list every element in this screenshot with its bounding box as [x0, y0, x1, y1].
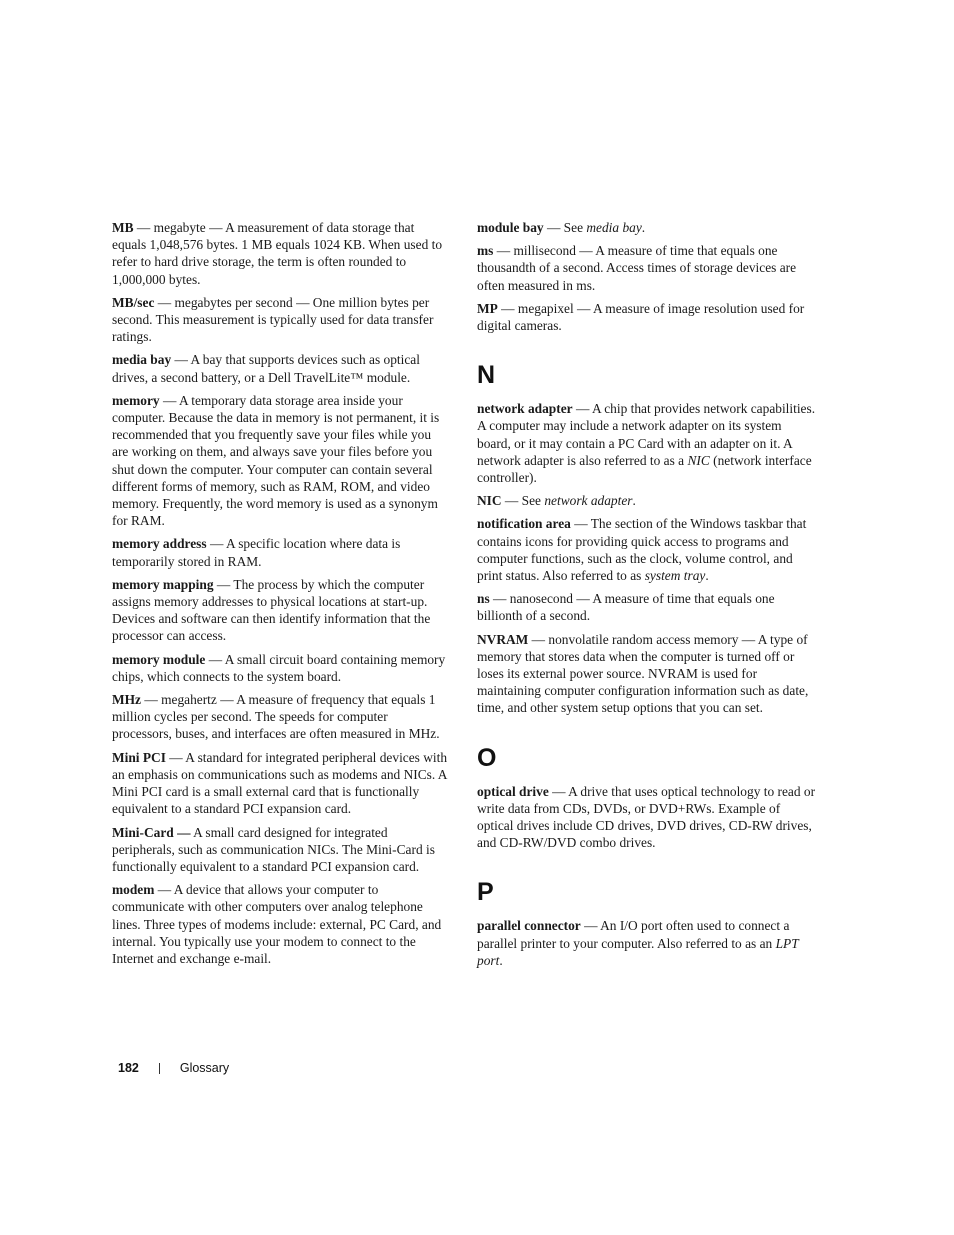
glossary-definition-end: .	[641, 220, 646, 235]
glossary-entry	[477, 590, 817, 624]
glossary-entry	[112, 576, 448, 645]
glossary-definition: — megabytes per second — One million bytes per second. This measurement is typically used for data transfer ratings.	[112, 294, 434, 345]
glossary-definition-end: .	[632, 493, 636, 509]
glossary-cross-reference: system tray	[644, 568, 706, 584]
glossary-term: NVRAM	[477, 631, 529, 647]
glossary-entry	[477, 300, 817, 334]
right-column	[477, 219, 817, 975]
glossary-definition: — The section of the Windows taskbar that contains icons for providing quick access to programs and computer functions, such as the clock, volume control, and print status. Also referred to as	[477, 516, 807, 584]
glossary-entry	[477, 242, 817, 294]
section-letter-o: O	[477, 743, 497, 772]
glossary-term: Mini PCI	[112, 749, 166, 765]
glossary-term: ms	[477, 243, 494, 259]
glossary-entry	[112, 881, 448, 967]
glossary-definition: — A device that allows your computer to communicate with other computers over analog telephone lines. Three types of modems include: external, PC Card, and internal. You typically use your modem to connect to the Internet and exchange e-mail.	[112, 882, 442, 966]
left-column	[112, 219, 448, 973]
glossary-definition: — A small circuit board containing memory chips, which connects to the system board.	[112, 651, 446, 684]
glossary-entry	[112, 351, 448, 385]
glossary-term: memory mapping	[112, 576, 214, 592]
glossary-term: optical drive	[477, 783, 549, 799]
glossary-term: memory	[112, 392, 160, 408]
footer-separator	[159, 1063, 160, 1074]
glossary-cross-reference: network adapter	[544, 493, 633, 509]
glossary-entry	[112, 535, 448, 569]
section-n-entries	[477, 400, 817, 716]
glossary-term: MB/sec	[112, 294, 155, 310]
glossary-definition: — A specific location where data is temporarily stored in RAM.	[112, 536, 401, 569]
glossary-definition: — megabyte — A measurement of data storage that equals 1,048,576 bytes. 1 MB equals 1024 KB. When used to refer to hard drive storage, the term is often rounded to 1,000,000 bytes.	[112, 220, 443, 287]
glossary-term: network adapter	[477, 401, 573, 417]
glossary-term: media bay	[112, 352, 172, 368]
glossary-definition: — nonvolatile random access memory — A type of memory that stores data when the computer is turned off or loses its external power source. NVRAM is used for maintaining computer configuration information such as date, time, and other system setup options that you can set.	[477, 631, 809, 716]
glossary-entry	[477, 631, 817, 717]
section-letter-p: P	[477, 878, 494, 907]
footer-section-title: Glossary	[179, 1061, 230, 1075]
glossary-entry	[477, 219, 817, 236]
glossary-definition: — An I/O port often used to connect a parallel printer to your computer. Also referred to as an	[477, 918, 790, 951]
glossary-cross-reference: NIC	[687, 452, 710, 468]
glossary-term: notification area	[477, 516, 571, 532]
glossary-entry	[112, 294, 448, 346]
glossary-entry	[112, 392, 448, 530]
glossary-definition: — A bay that supports devices such as optical drives, a second battery, or a Dell TravelLite™ module.	[112, 352, 420, 385]
glossary-definition: — nanosecond — A measure of time that equals one billionth of a second.	[477, 591, 775, 624]
glossary-definition: — The process by which the computer assigns memory addresses to physical locations at start-up. Devices and software can then identify information that the processor can access.	[112, 576, 431, 644]
glossary-definition-end: .	[499, 952, 503, 968]
glossary-cross-reference: media bay	[586, 220, 642, 235]
glossary-term: modem	[112, 882, 155, 898]
glossary-definition: — See	[543, 220, 587, 235]
glossary-entry	[112, 691, 448, 743]
page-footer	[118, 1061, 229, 1075]
glossary-definition: — A temporary data storage area inside your computer. Because the data in memory is not permanent, it is recommended that you frequently save your files while you are working on them, and always save your files before you shut down the computer. Your computer can contain several different forms of memory, such as RAM, ROM, and video memory. Frequently, the word memory is used as a synonym for RAM.	[112, 392, 440, 529]
glossary-term: memory address	[112, 536, 207, 552]
glossary-term: MHz	[112, 692, 141, 708]
glossary-definition: — A standard for integrated peripheral devices with an emphasis on communications such as modems and NICs. A Mini PCI card is a small external card that is functionally equivalent to a standard PCI expansion card.	[112, 749, 448, 817]
glossary-definition: — See	[501, 493, 545, 509]
glossary-term: MB	[112, 220, 134, 235]
glossary-term: MP	[477, 300, 498, 316]
glossary-entry	[112, 219, 448, 288]
glossary-entry	[112, 749, 448, 818]
left-entries	[112, 219, 448, 967]
glossary-term: NIC	[477, 493, 502, 509]
glossary-term: ns	[477, 591, 490, 607]
glossary-entry	[477, 917, 817, 969]
glossary-term: module bay	[477, 220, 544, 235]
section-p-entries	[477, 917, 817, 969]
glossary-definition: — A chip that provides network capabilities. A computer may include a network adapter on its system board, or it may contain a PC Card with an adapter on it. A network adapter is also referred to as a	[477, 401, 816, 468]
section-letter-n: N	[477, 361, 496, 390]
glossary-definition: — megahertz — A measure of frequency that equals 1 million cycles per second. The speeds for computer processors, buses, and interfaces are often measured in MHz.	[112, 692, 440, 742]
glossary-entry	[477, 400, 817, 486]
section-o-entries	[477, 783, 817, 852]
page-number: 182	[118, 1061, 139, 1075]
glossary-entry	[477, 515, 817, 584]
glossary-cross-reference: LPT port	[477, 935, 799, 968]
glossary-definition: A small card designed for integrated peripherals, such as communication NICs. The Mini-Card is functionally equivalent to a standard PCI expansion card.	[112, 824, 435, 874]
glossary-entry	[112, 651, 448, 685]
glossary-entry	[112, 824, 448, 876]
glossary-definition: — megapixel — A measure of image resolution used for digital cameras.	[477, 300, 805, 334]
glossary-term: parallel connector	[477, 918, 581, 934]
glossary-term: Mini-Card —	[112, 824, 191, 840]
glossary-definition: — A drive that uses optical technology to read or write data from CDs, DVDs, or DVD+RWs. Example of optical drives include CD drives, DVD drives, CD-RW drives, and CD-RW/DVD combo drives.	[477, 783, 816, 851]
glossary-definition: — millisecond — A measure of time that equals one thousandth of a second. Access times of storage devices are often measured in ms.	[477, 243, 797, 293]
glossary-entry	[477, 492, 817, 509]
glossary-definition-end: .	[705, 568, 709, 584]
right-top-entries	[477, 219, 817, 334]
glossary-definition-end: (network interface controller).	[477, 452, 812, 486]
glossary-term: memory module	[112, 651, 206, 667]
glossary-entry	[477, 783, 817, 852]
